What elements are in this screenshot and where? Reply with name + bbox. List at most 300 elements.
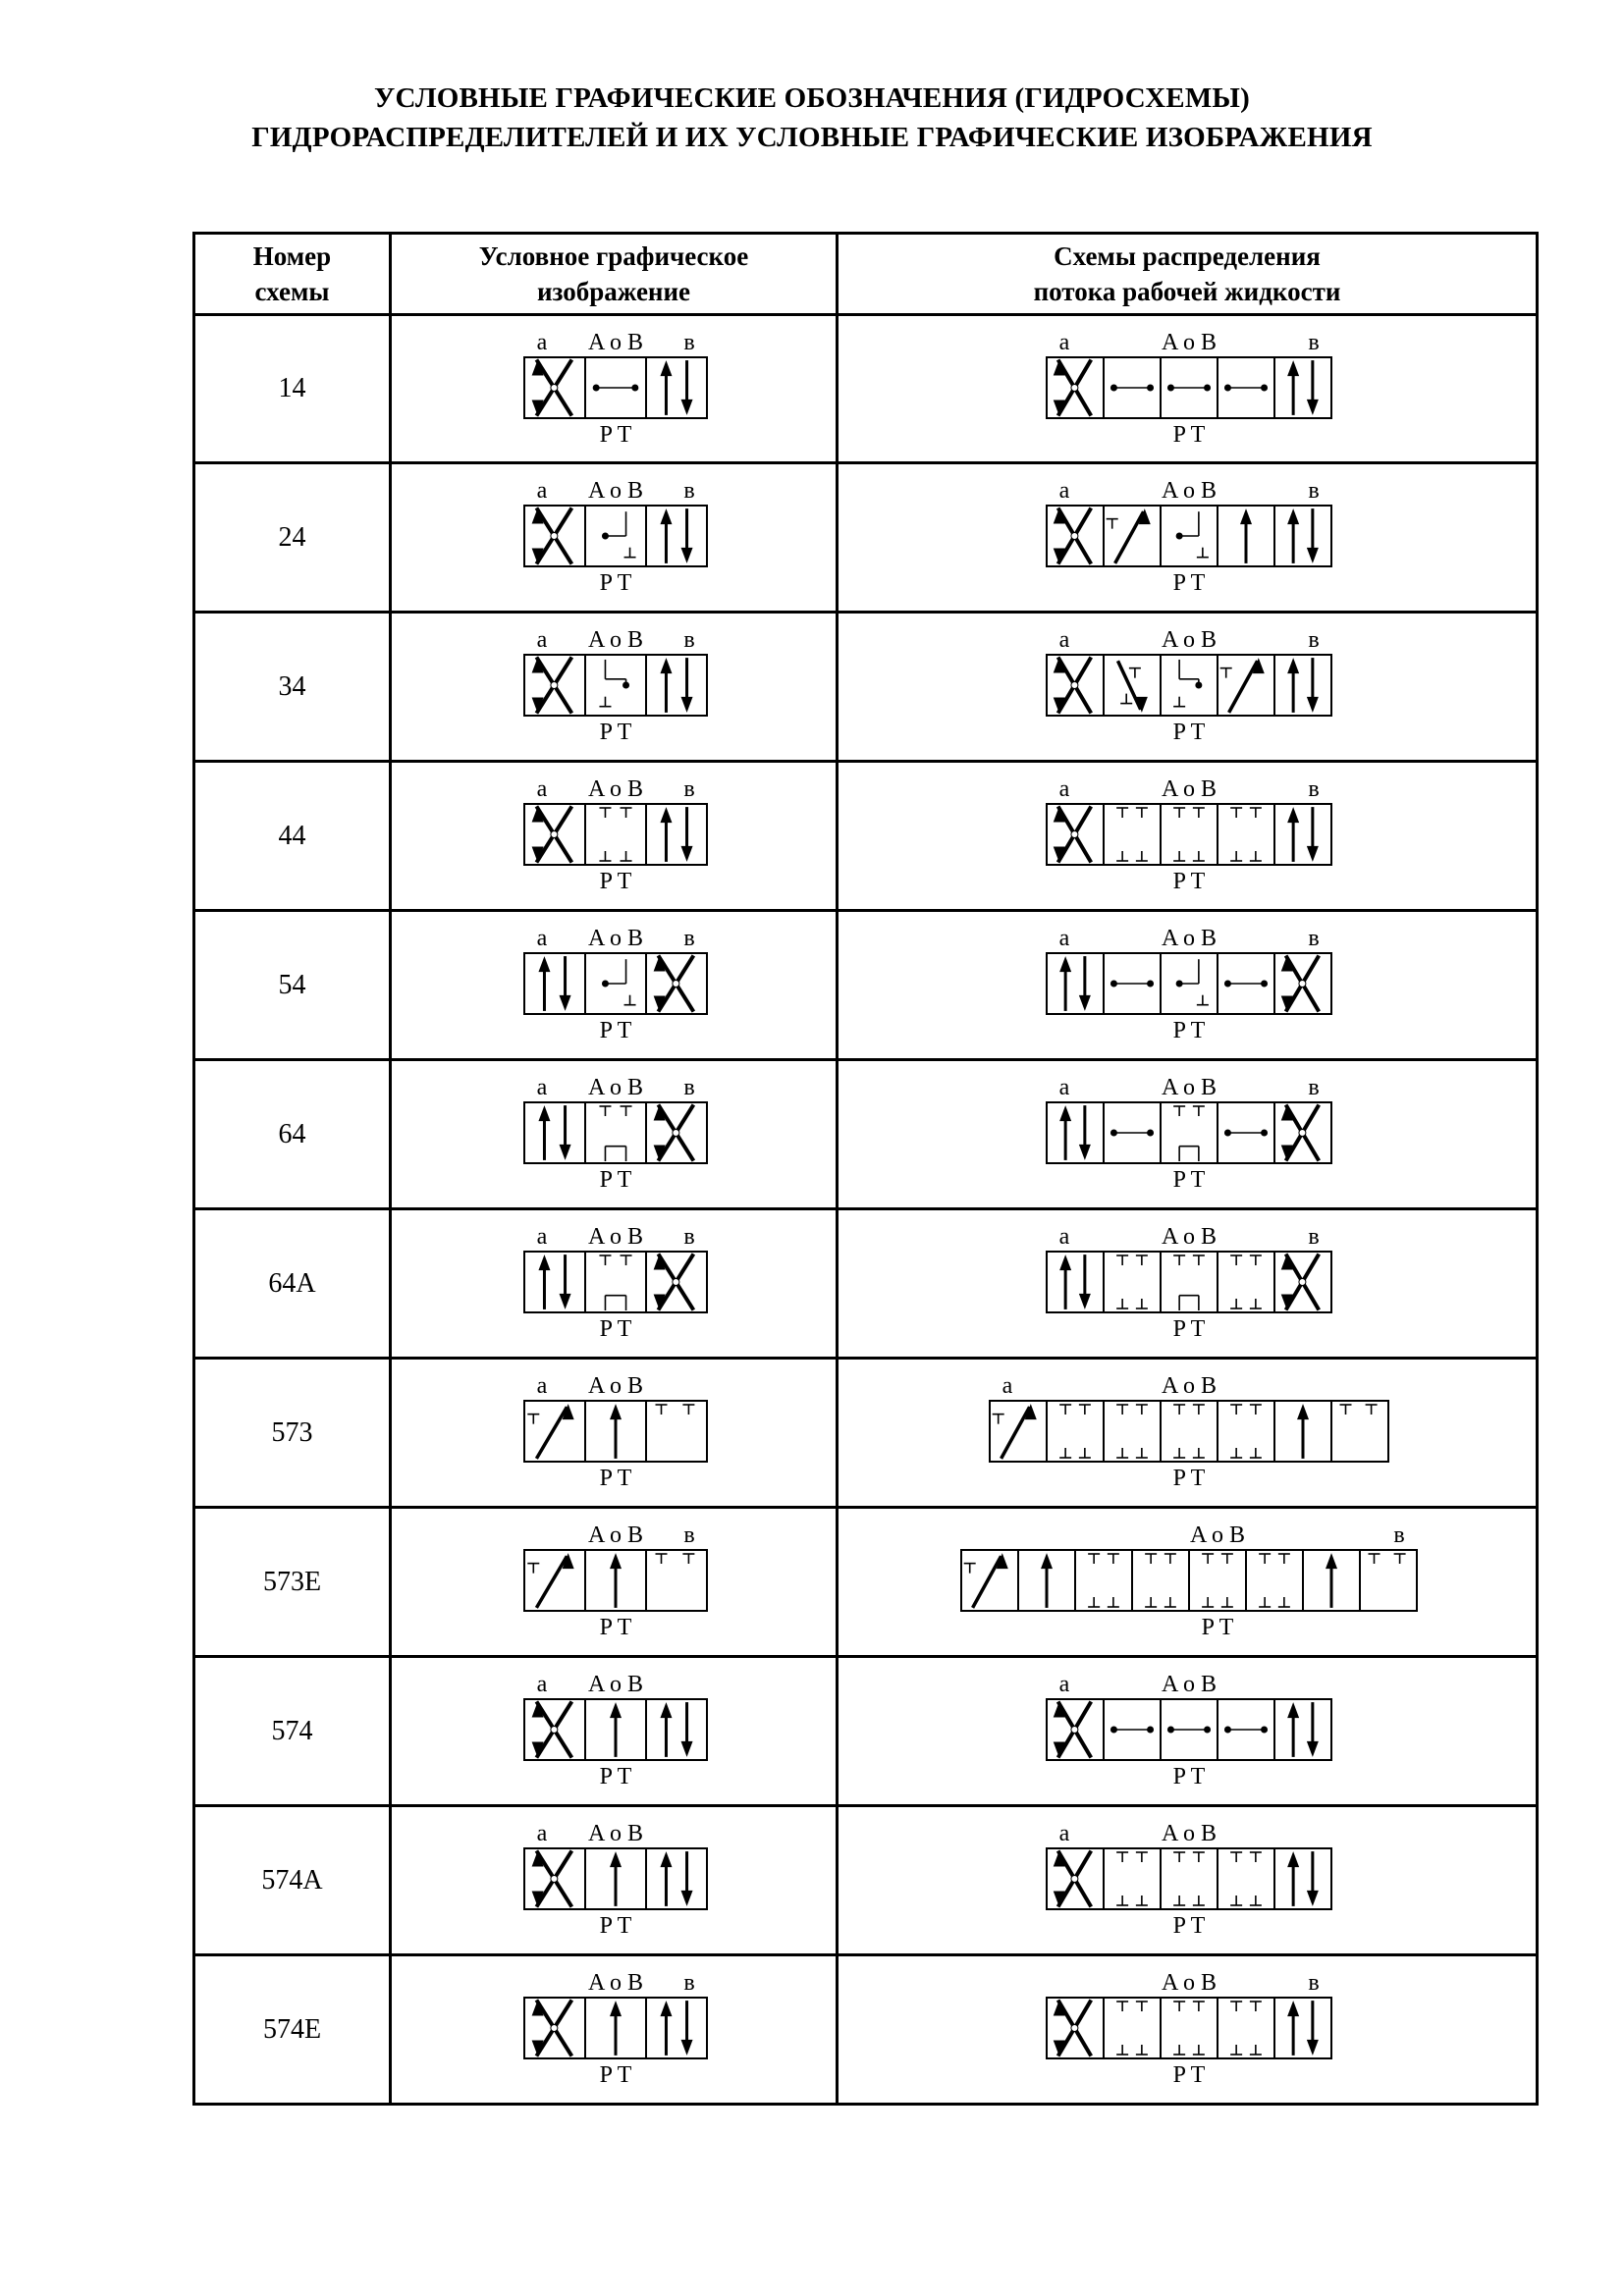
arrow-head bbox=[610, 1553, 622, 1569]
junction-dot bbox=[1261, 385, 1268, 392]
valve-position-box bbox=[646, 1848, 707, 1909]
arrow-head bbox=[1307, 1891, 1319, 1906]
control-label-a: a bbox=[1001, 1373, 1013, 1399]
valve-symbol bbox=[524, 1672, 707, 1789]
arrow-head bbox=[610, 1404, 622, 1419]
valve-symbol bbox=[524, 627, 707, 745]
valve-position-box bbox=[1132, 1550, 1189, 1611]
cross-dot bbox=[1299, 1279, 1306, 1286]
control-label-a: a bbox=[536, 1224, 548, 1250]
flow-scheme-cell bbox=[838, 315, 1538, 463]
arrow-head bbox=[1287, 658, 1299, 673]
valve-symbol bbox=[524, 1373, 707, 1491]
control-label-b: в bbox=[683, 1224, 695, 1250]
cross-dot bbox=[1071, 385, 1078, 392]
valve-position-box bbox=[1161, 655, 1218, 716]
arrow-head bbox=[1287, 1702, 1299, 1718]
symbol-graphic bbox=[392, 1360, 839, 1505]
scheme-number: 573Е bbox=[194, 1508, 391, 1657]
arrow-head bbox=[560, 995, 571, 1011]
port-label-pt: P T bbox=[599, 422, 632, 448]
header-scheme-number bbox=[194, 234, 391, 315]
arrow-head bbox=[1287, 2001, 1299, 2016]
graphic-symbol-cell bbox=[391, 315, 838, 463]
arrow-head bbox=[1307, 1741, 1319, 1757]
valve-symbol bbox=[1047, 1672, 1331, 1789]
valve-position-box bbox=[1246, 1550, 1303, 1611]
junction-dot bbox=[1110, 1727, 1117, 1734]
arrow-head bbox=[610, 2001, 622, 2016]
cross-dot bbox=[1071, 1727, 1078, 1734]
arrow-head bbox=[660, 1702, 672, 1718]
arrow-head bbox=[1079, 1294, 1091, 1309]
port-label-pt: P T bbox=[1201, 1615, 1234, 1640]
valve-position-box bbox=[1047, 1401, 1104, 1462]
junction-dot bbox=[1261, 981, 1268, 988]
cross-dot bbox=[551, 385, 558, 392]
valve-position-box bbox=[646, 357, 707, 418]
symbol-graphic bbox=[392, 1210, 839, 1356]
symbol-graphic bbox=[392, 1061, 839, 1206]
valve-position-box bbox=[1189, 1550, 1246, 1611]
port-label-pt: P T bbox=[1172, 422, 1206, 448]
cross-dot bbox=[1071, 682, 1078, 689]
port-label-aob: A o B bbox=[587, 776, 644, 802]
junction-dot bbox=[1261, 1130, 1268, 1137]
arrow-head bbox=[1079, 1145, 1091, 1160]
arrow-head bbox=[1287, 360, 1299, 376]
junction-dot bbox=[1176, 981, 1183, 988]
valve-position-box bbox=[1218, 1998, 1274, 2058]
port-label-aob: A o B bbox=[1161, 1970, 1218, 1996]
junction-dot bbox=[593, 385, 600, 392]
cross-dot bbox=[551, 533, 558, 540]
junction-dot bbox=[623, 682, 629, 689]
graphic-symbol-cell bbox=[391, 1955, 838, 2105]
port-label-pt: P T bbox=[1172, 869, 1206, 894]
control-label-b: в bbox=[683, 776, 695, 802]
port-label-aob: A o B bbox=[1161, 1821, 1218, 1846]
graphic-symbol-cell bbox=[391, 1209, 838, 1359]
table-row bbox=[194, 1806, 1538, 1955]
control-label-a: a bbox=[536, 1821, 548, 1846]
flow-line bbox=[1115, 511, 1144, 563]
port-label-aob: A o B bbox=[1161, 1075, 1218, 1100]
arrow-head bbox=[560, 1145, 571, 1160]
valve-symbol bbox=[524, 776, 707, 894]
valve-position-box bbox=[1047, 1102, 1104, 1163]
valve-symbol bbox=[1047, 926, 1331, 1043]
valve-position-box bbox=[1104, 1848, 1161, 1909]
flow-graphic bbox=[839, 464, 1539, 610]
valve-symbol bbox=[1047, 330, 1331, 448]
header-line: Номер bbox=[252, 241, 332, 271]
cross-dot bbox=[551, 1876, 558, 1883]
flow-line bbox=[536, 1407, 567, 1459]
control-label-a: a bbox=[1058, 1672, 1070, 1697]
junction-dot bbox=[1167, 385, 1174, 392]
arrow-head bbox=[660, 1851, 672, 1867]
flow-graphic bbox=[839, 1956, 1539, 2102]
arrow-head bbox=[1059, 1255, 1071, 1270]
flow-graphic bbox=[839, 614, 1539, 759]
cross-dot bbox=[673, 981, 679, 988]
table-row bbox=[194, 463, 1538, 613]
arrow-head bbox=[660, 807, 672, 823]
table-row bbox=[194, 613, 1538, 762]
junction-dot bbox=[1224, 981, 1231, 988]
flow-scheme-cell bbox=[838, 1657, 1538, 1806]
junction-dot bbox=[602, 981, 609, 988]
scheme-number: 64А bbox=[194, 1209, 391, 1359]
flow-graphic bbox=[839, 763, 1539, 908]
port-label-pt: P T bbox=[1172, 1018, 1206, 1043]
control-label-a: a bbox=[1058, 478, 1070, 504]
flow-scheme-cell bbox=[838, 1209, 1538, 1359]
control-label-b: в bbox=[1308, 926, 1320, 951]
header-line: изображение bbox=[536, 277, 691, 306]
control-label-a: a bbox=[536, 1672, 548, 1697]
symbol-graphic bbox=[392, 1658, 839, 1803]
junction-dot bbox=[1224, 1727, 1231, 1734]
graphic-symbol-cell bbox=[391, 911, 838, 1060]
valve-position-box bbox=[524, 953, 585, 1014]
cross-dot bbox=[551, 1727, 558, 1734]
control-label-b: в bbox=[683, 1970, 695, 1996]
graphic-symbol-cell bbox=[391, 613, 838, 762]
header-line: Условное графическое bbox=[478, 241, 749, 271]
control-label-b: в bbox=[683, 1075, 695, 1100]
arrow-head bbox=[538, 1105, 550, 1121]
valve-position-box bbox=[1104, 804, 1161, 865]
control-label-a: a bbox=[536, 627, 548, 653]
junction-dot bbox=[602, 533, 609, 540]
port-label-pt: P T bbox=[599, 720, 632, 745]
graphic-symbol-cell bbox=[391, 762, 838, 911]
valve-position-box bbox=[646, 655, 707, 716]
valve-symbol bbox=[524, 478, 707, 596]
flow-scheme-cell bbox=[838, 1359, 1538, 1508]
port-label-pt: P T bbox=[1172, 1316, 1206, 1342]
arrow-head bbox=[681, 1741, 693, 1757]
control-label-b: в bbox=[1308, 627, 1320, 653]
arrow-head bbox=[681, 697, 693, 713]
junction-dot bbox=[1195, 682, 1202, 689]
symbol-graphic bbox=[392, 614, 839, 759]
control-label-a: a bbox=[1058, 776, 1070, 802]
control-label-b: в bbox=[683, 627, 695, 653]
symbol-graphic bbox=[392, 912, 839, 1057]
control-label-b: в bbox=[1308, 1075, 1320, 1100]
scheme-number: 14 bbox=[194, 315, 391, 463]
arrow-head bbox=[1059, 1105, 1071, 1121]
junction-dot bbox=[1147, 385, 1154, 392]
table-row bbox=[194, 1209, 1538, 1359]
scheme-number: 573 bbox=[194, 1359, 391, 1508]
port-label-pt: P T bbox=[1172, 1764, 1206, 1789]
valve-symbol bbox=[524, 926, 707, 1043]
arrow-head bbox=[1041, 1553, 1053, 1569]
control-label-b: в bbox=[1308, 1224, 1320, 1250]
port-label-pt: P T bbox=[1172, 1466, 1206, 1491]
port-label-pt: P T bbox=[1172, 1913, 1206, 1939]
graphic-symbol-cell bbox=[391, 1806, 838, 1955]
junction-dot bbox=[1224, 385, 1231, 392]
port-label-aob: A o B bbox=[587, 478, 644, 504]
flow-graphic bbox=[839, 1807, 1539, 1952]
port-label-pt: P T bbox=[599, 1018, 632, 1043]
cross-dot bbox=[1299, 981, 1306, 988]
arrow-head bbox=[1287, 508, 1299, 524]
control-label-a: a bbox=[536, 478, 548, 504]
cross-dot bbox=[1299, 1130, 1306, 1137]
arrow-head bbox=[1326, 1553, 1337, 1569]
junction-dot bbox=[1224, 1130, 1231, 1137]
port-label-pt: P T bbox=[599, 1167, 632, 1193]
valve-position-box bbox=[585, 655, 646, 716]
arrow-head bbox=[1059, 956, 1071, 972]
flow-scheme-cell bbox=[838, 1806, 1538, 1955]
arrow-head bbox=[1297, 1404, 1309, 1419]
cross-dot bbox=[673, 1130, 679, 1137]
header-line: потока рабочей жидкости bbox=[1033, 277, 1341, 306]
graphic-symbol-cell bbox=[391, 1359, 838, 1508]
arrow-head bbox=[681, 548, 693, 563]
port-label-aob: A o B bbox=[1161, 478, 1218, 504]
valve-position-box bbox=[1161, 1998, 1218, 2058]
arrow-head bbox=[538, 956, 550, 972]
flow-graphic bbox=[839, 1061, 1539, 1206]
port-label-aob: A o B bbox=[587, 1522, 644, 1548]
valve-position-box bbox=[1161, 804, 1218, 865]
control-label-a: a bbox=[536, 1373, 548, 1399]
valve-position-box bbox=[646, 1550, 707, 1611]
valve-symbol bbox=[524, 1970, 707, 2088]
arrow-head bbox=[1079, 995, 1091, 1011]
header-line: Схемы распределения bbox=[1054, 241, 1321, 271]
port-label-aob: A o B bbox=[1189, 1522, 1246, 1548]
port-label-pt: P T bbox=[599, 1466, 632, 1491]
arrow-head bbox=[1307, 400, 1319, 415]
valve-position-box bbox=[1161, 1252, 1218, 1312]
cross-dot bbox=[1071, 1876, 1078, 1883]
scheme-number: 34 bbox=[194, 613, 391, 762]
valve-position-box bbox=[524, 1550, 585, 1611]
valve-position-box bbox=[1047, 1252, 1104, 1312]
valve-symbol bbox=[1047, 1224, 1331, 1342]
port-label-pt: P T bbox=[599, 2062, 632, 2088]
valve-position-box bbox=[1274, 804, 1331, 865]
valve-symbol bbox=[961, 1522, 1417, 1640]
table-row bbox=[194, 1657, 1538, 1806]
control-label-a: a bbox=[1058, 330, 1070, 355]
arrow-head bbox=[1307, 548, 1319, 563]
scheme-number: 24 bbox=[194, 463, 391, 613]
junction-dot bbox=[1176, 533, 1183, 540]
flow-graphic bbox=[839, 912, 1539, 1057]
valve-position-box bbox=[1218, 1848, 1274, 1909]
junction-dot bbox=[1147, 1130, 1154, 1137]
port-label-pt: P T bbox=[599, 1615, 632, 1640]
graphic-symbol-cell bbox=[391, 1060, 838, 1209]
valve-position-box bbox=[1218, 1401, 1274, 1462]
flow-scheme-cell bbox=[838, 1060, 1538, 1209]
valve-position-box bbox=[1104, 655, 1161, 716]
port-label-pt: P T bbox=[599, 570, 632, 596]
valve-symbol bbox=[524, 1821, 707, 1939]
table-row bbox=[194, 1359, 1538, 1508]
valve-position-box bbox=[1218, 804, 1274, 865]
valve-position-box bbox=[961, 1550, 1018, 1611]
port-label-pt: P T bbox=[599, 869, 632, 894]
valve-position-box bbox=[1331, 1401, 1388, 1462]
schemes-table bbox=[192, 232, 1539, 2106]
table-row bbox=[194, 1508, 1538, 1657]
graphic-symbol-cell bbox=[391, 463, 838, 613]
arrow-head bbox=[681, 400, 693, 415]
header-graphic-symbol bbox=[391, 234, 838, 315]
port-label-aob: A o B bbox=[587, 1821, 644, 1846]
port-label-pt: P T bbox=[1172, 570, 1206, 596]
valve-position-box bbox=[585, 1102, 646, 1163]
valve-position-box bbox=[1218, 1252, 1274, 1312]
scheme-number: 574Е bbox=[194, 1955, 391, 2105]
junction-dot bbox=[1204, 1727, 1211, 1734]
valve-symbol bbox=[524, 1522, 707, 1640]
cross-dot bbox=[551, 682, 558, 689]
graphic-symbol-cell bbox=[391, 1508, 838, 1657]
scheme-number: 574А bbox=[194, 1806, 391, 1955]
control-label-a: a bbox=[1058, 1224, 1070, 1250]
control-label-b: в bbox=[683, 330, 695, 355]
valve-position-box bbox=[524, 1102, 585, 1163]
table-row bbox=[194, 1955, 1538, 2105]
control-label-a: a bbox=[536, 776, 548, 802]
port-label-pt: P T bbox=[1172, 2062, 1206, 2088]
junction-dot bbox=[1110, 981, 1117, 988]
port-label-aob: A o B bbox=[1161, 776, 1218, 802]
valve-position-box bbox=[1274, 1848, 1331, 1909]
valve-position-box bbox=[1104, 1401, 1161, 1462]
arrow-head bbox=[660, 658, 672, 673]
valve-position-box bbox=[585, 804, 646, 865]
valve-position-box bbox=[646, 1998, 707, 2058]
valve-position-box bbox=[1274, 506, 1331, 566]
cross-dot bbox=[1071, 533, 1078, 540]
header-line: схемы bbox=[254, 277, 330, 306]
flow-scheme-cell bbox=[838, 613, 1538, 762]
scheme-number: 44 bbox=[194, 762, 391, 911]
scheme-number: 54 bbox=[194, 911, 391, 1060]
port-label-aob: A o B bbox=[587, 1373, 644, 1399]
port-label-aob: A o B bbox=[1161, 926, 1218, 951]
control-label-b: в bbox=[1308, 478, 1320, 504]
junction-dot bbox=[1147, 981, 1154, 988]
symbol-graphic bbox=[392, 763, 839, 908]
arrow-head bbox=[660, 508, 672, 524]
flow-scheme-cell bbox=[838, 1955, 1538, 2105]
valve-position-box bbox=[1274, 655, 1331, 716]
port-label-aob: A o B bbox=[587, 1224, 644, 1250]
valve-position-box bbox=[646, 506, 707, 566]
valve-position-box bbox=[990, 1401, 1047, 1462]
valve-position-box bbox=[646, 1699, 707, 1760]
port-label-aob: A o B bbox=[1161, 627, 1218, 653]
port-label-aob: A o B bbox=[587, 1970, 644, 1996]
port-label-pt: P T bbox=[1172, 720, 1206, 745]
junction-dot bbox=[631, 385, 638, 392]
cross-dot bbox=[551, 2025, 558, 2032]
table-row bbox=[194, 911, 1538, 1060]
valve-symbol bbox=[524, 330, 707, 448]
flow-graphic bbox=[839, 1210, 1539, 1356]
page-title-line-2: ГИДРОРАСПРЕДЕЛИТЕЛЕЙ И ИХ УСЛОВНЫЕ ГРАФИЧЕСКИЕ ИЗОБРАЖЕНИЯ bbox=[251, 122, 1373, 153]
arrow-head bbox=[660, 360, 672, 376]
symbol-graphic bbox=[392, 1509, 839, 1654]
scheme-number: 64 bbox=[194, 1060, 391, 1209]
flow-scheme-cell bbox=[838, 1508, 1538, 1657]
flow-scheme-cell bbox=[838, 463, 1538, 613]
arrow-head bbox=[1307, 2040, 1319, 2056]
flow-scheme-cell bbox=[838, 762, 1538, 911]
flow-graphic bbox=[839, 1509, 1539, 1654]
flow-line bbox=[973, 1556, 1001, 1608]
valve-symbol bbox=[1047, 1075, 1331, 1193]
control-label-b: в bbox=[1308, 1970, 1320, 1996]
control-label-a: a bbox=[536, 926, 548, 951]
port-label-aob: A o B bbox=[587, 1075, 644, 1100]
valve-position-box bbox=[1161, 1102, 1218, 1163]
junction-dot bbox=[1110, 385, 1117, 392]
valve-position-box bbox=[646, 1401, 707, 1462]
flow-line bbox=[536, 1556, 567, 1608]
flow-graphic bbox=[839, 316, 1539, 461]
valve-symbol bbox=[1047, 627, 1331, 745]
port-label-aob: A o B bbox=[587, 1672, 644, 1697]
flow-line bbox=[1001, 1407, 1030, 1459]
junction-dot bbox=[1147, 1727, 1154, 1734]
arrow-head bbox=[1287, 807, 1299, 823]
control-label-a: a bbox=[1058, 926, 1070, 951]
valve-symbol bbox=[1047, 478, 1331, 596]
table-row bbox=[194, 762, 1538, 911]
valve-symbol bbox=[524, 1224, 707, 1342]
symbol-graphic bbox=[392, 1807, 839, 1952]
valve-position-box bbox=[524, 1252, 585, 1312]
table-header-row bbox=[194, 234, 1538, 315]
flow-graphic bbox=[839, 1658, 1539, 1803]
arrow-head bbox=[538, 1255, 550, 1270]
graphic-symbol-cell bbox=[391, 1657, 838, 1806]
valve-position-box bbox=[1161, 1401, 1218, 1462]
valve-position-box bbox=[1360, 1550, 1417, 1611]
flow-line bbox=[1229, 661, 1258, 713]
valve-position-box bbox=[646, 804, 707, 865]
valve-symbol bbox=[1047, 1970, 1331, 2088]
port-label-aob: A o B bbox=[1161, 1224, 1218, 1250]
cross-dot bbox=[673, 1279, 679, 1286]
valve-position-box bbox=[1161, 1848, 1218, 1909]
control-label-b: в bbox=[1393, 1522, 1405, 1548]
valve-symbol bbox=[524, 1075, 707, 1193]
valve-position-box bbox=[1104, 1252, 1161, 1312]
port-label-pt: P T bbox=[599, 1764, 632, 1789]
control-label-b: в bbox=[683, 926, 695, 951]
valve-position-box bbox=[1274, 1699, 1331, 1760]
valve-position-box bbox=[1104, 506, 1161, 566]
control-label-b: в bbox=[683, 1522, 695, 1548]
port-label-aob: A o B bbox=[587, 627, 644, 653]
